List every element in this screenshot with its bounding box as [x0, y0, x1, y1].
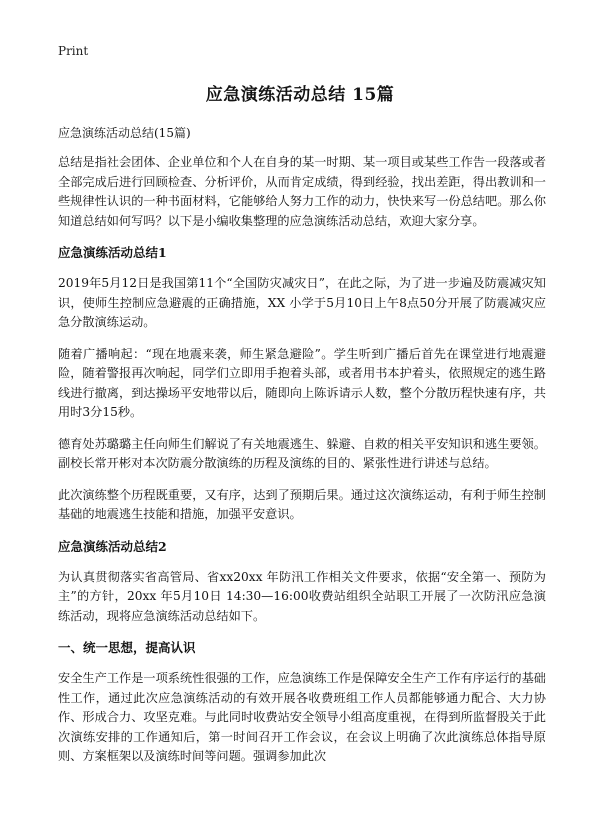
section-heading: 应急演练活动总结1	[58, 245, 167, 260]
subsection-heading: 一、统一思想，提高认识	[58, 640, 196, 655]
print-label[interactable]: Print	[58, 44, 89, 58]
paragraph: 2019年5月12日是我国第11个“全国防灾减灾日”，在此之际，为了进一步遍及防震减灾知识，使师生控制应急避震的正确措施，XX 小学于5月10日上午8点50分开展了防震减灾应急分散演练运动。	[58, 276, 546, 329]
paragraph: 此次演练整个历程既重要，又有序，达到了预期后果。通过这次演练运动，有利于师生控制基础的地震逃生技能和措施，加强平安意识。	[58, 487, 546, 521]
paragraph: 随着广播响起：“现在地震来袭，师生紧急避险”。学生听到广播后首先在课堂进行地震避险，随着警报再次响起，同学们立即用手抱着头部，或者用书本护着头，依照规定的逃生路线进行撤离，到达操场平安地带以后，随即向上陈诉请示人数，整个分散历程快速有序，共用时3分15秒。	[58, 346, 546, 419]
section-heading: 应急演练活动总结2	[58, 538, 167, 554]
intro-paragraph: 总结是指社会团体、企业单位和个人在自身的某一时期、某一项目或某些工作告一段落或者全部完成后进行回顾检查、分析评价，从而肯定成绩，得到经验，找出差距，得出教训和一些规律性认识的一种书面材料，它能够给人努力工作的动力，快快来写一份总结吧。那么你知道总结如何写吗？以下是小编收集整理的应急演练活动总结，欢迎大家分享。	[58, 155, 546, 228]
paragraph: 德育处苏璐璐主任向师生们解说了有关地震逃生、躲避、自救的相关平安知识和逃生要领。副校长常开彬对本次防震分散演练的历程及演练的目的、紧张性进行讲述与总结。	[58, 436, 546, 470]
paragraph: 为认真贯彻落实省高管局、省xx20xx 年防汛工作相关文件要求，依据“安全第一、预防为主”的方针，20xx 年5月10日 14:30—16:00收费站组织全站职工开展了一次防汛应急演练活动，现将应急演练活动总结如下。	[58, 569, 546, 623]
paragraph: 安全生产工作是一项系统性很强的工作，应急演练工作是保障安全生产工作有序运行的基础性工作，通过此次应急演练活动的有效开展各收费班组工作人员都能够通力配合、大力协作、形成合力、攻坚克难。与此同时收费站安全领导小组高度重视，在得到所监督股关于此次演练安排的工作通知后，第一时间召开工作会议，在会议上明确了次此演练总体指导原则、方案框架以及演练时间等问题。强调参加此次	[58, 671, 546, 763]
document-body	[58, 124, 546, 779]
document-subtitle: 应急演练活动总结(15篇)	[58, 126, 191, 140]
page-title: 应急演练活动总结 15篇	[205, 85, 395, 105]
